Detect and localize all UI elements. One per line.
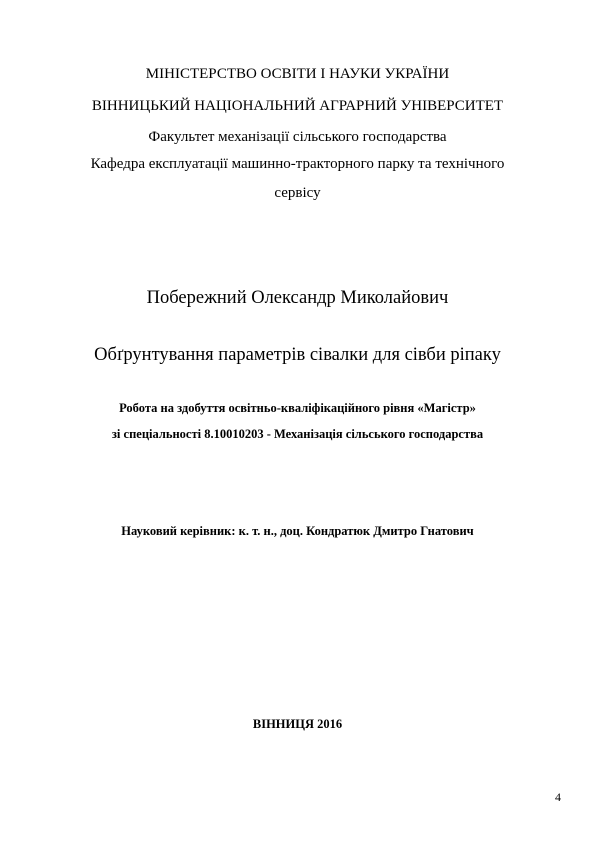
page-number: 4 (555, 790, 561, 804)
supervisor: Науковий керівник: к. т. н., доц. Кондратюк Дмитро Гнатович (121, 524, 474, 538)
department-name-line1: Кафедра експлуатації машинно-тракторного парку та технічного (90, 156, 505, 172)
city-year: ВІННИЦЯ 2016 (252, 717, 343, 731)
author-name: Побережний Олександр Миколайович (146, 288, 449, 308)
faculty-name: Факультет механізації сільського господарства (148, 129, 447, 145)
degree-line1: Робота на здобуття освітньо-кваліфікаційного рівня «Магістр» (119, 401, 476, 415)
university-name: ВІННИЦЬКИЙ НАЦІОНАЛЬНИЙ АГРАРНИЙ УНІВЕРСИТЕТ (91, 98, 504, 114)
department-name-line2: сервісу (274, 185, 321, 201)
degree-line2: зі спеціальності 8.10010203 - Механізація сільського господарства (111, 427, 484, 441)
thesis-title: Обґрунтування параметрів сівалки для сівби ріпаку (94, 345, 501, 365)
ministry-name: МІНІСТЕРСТВО ОСВІТИ І НАУКИ УКРАЇНИ (145, 66, 450, 82)
